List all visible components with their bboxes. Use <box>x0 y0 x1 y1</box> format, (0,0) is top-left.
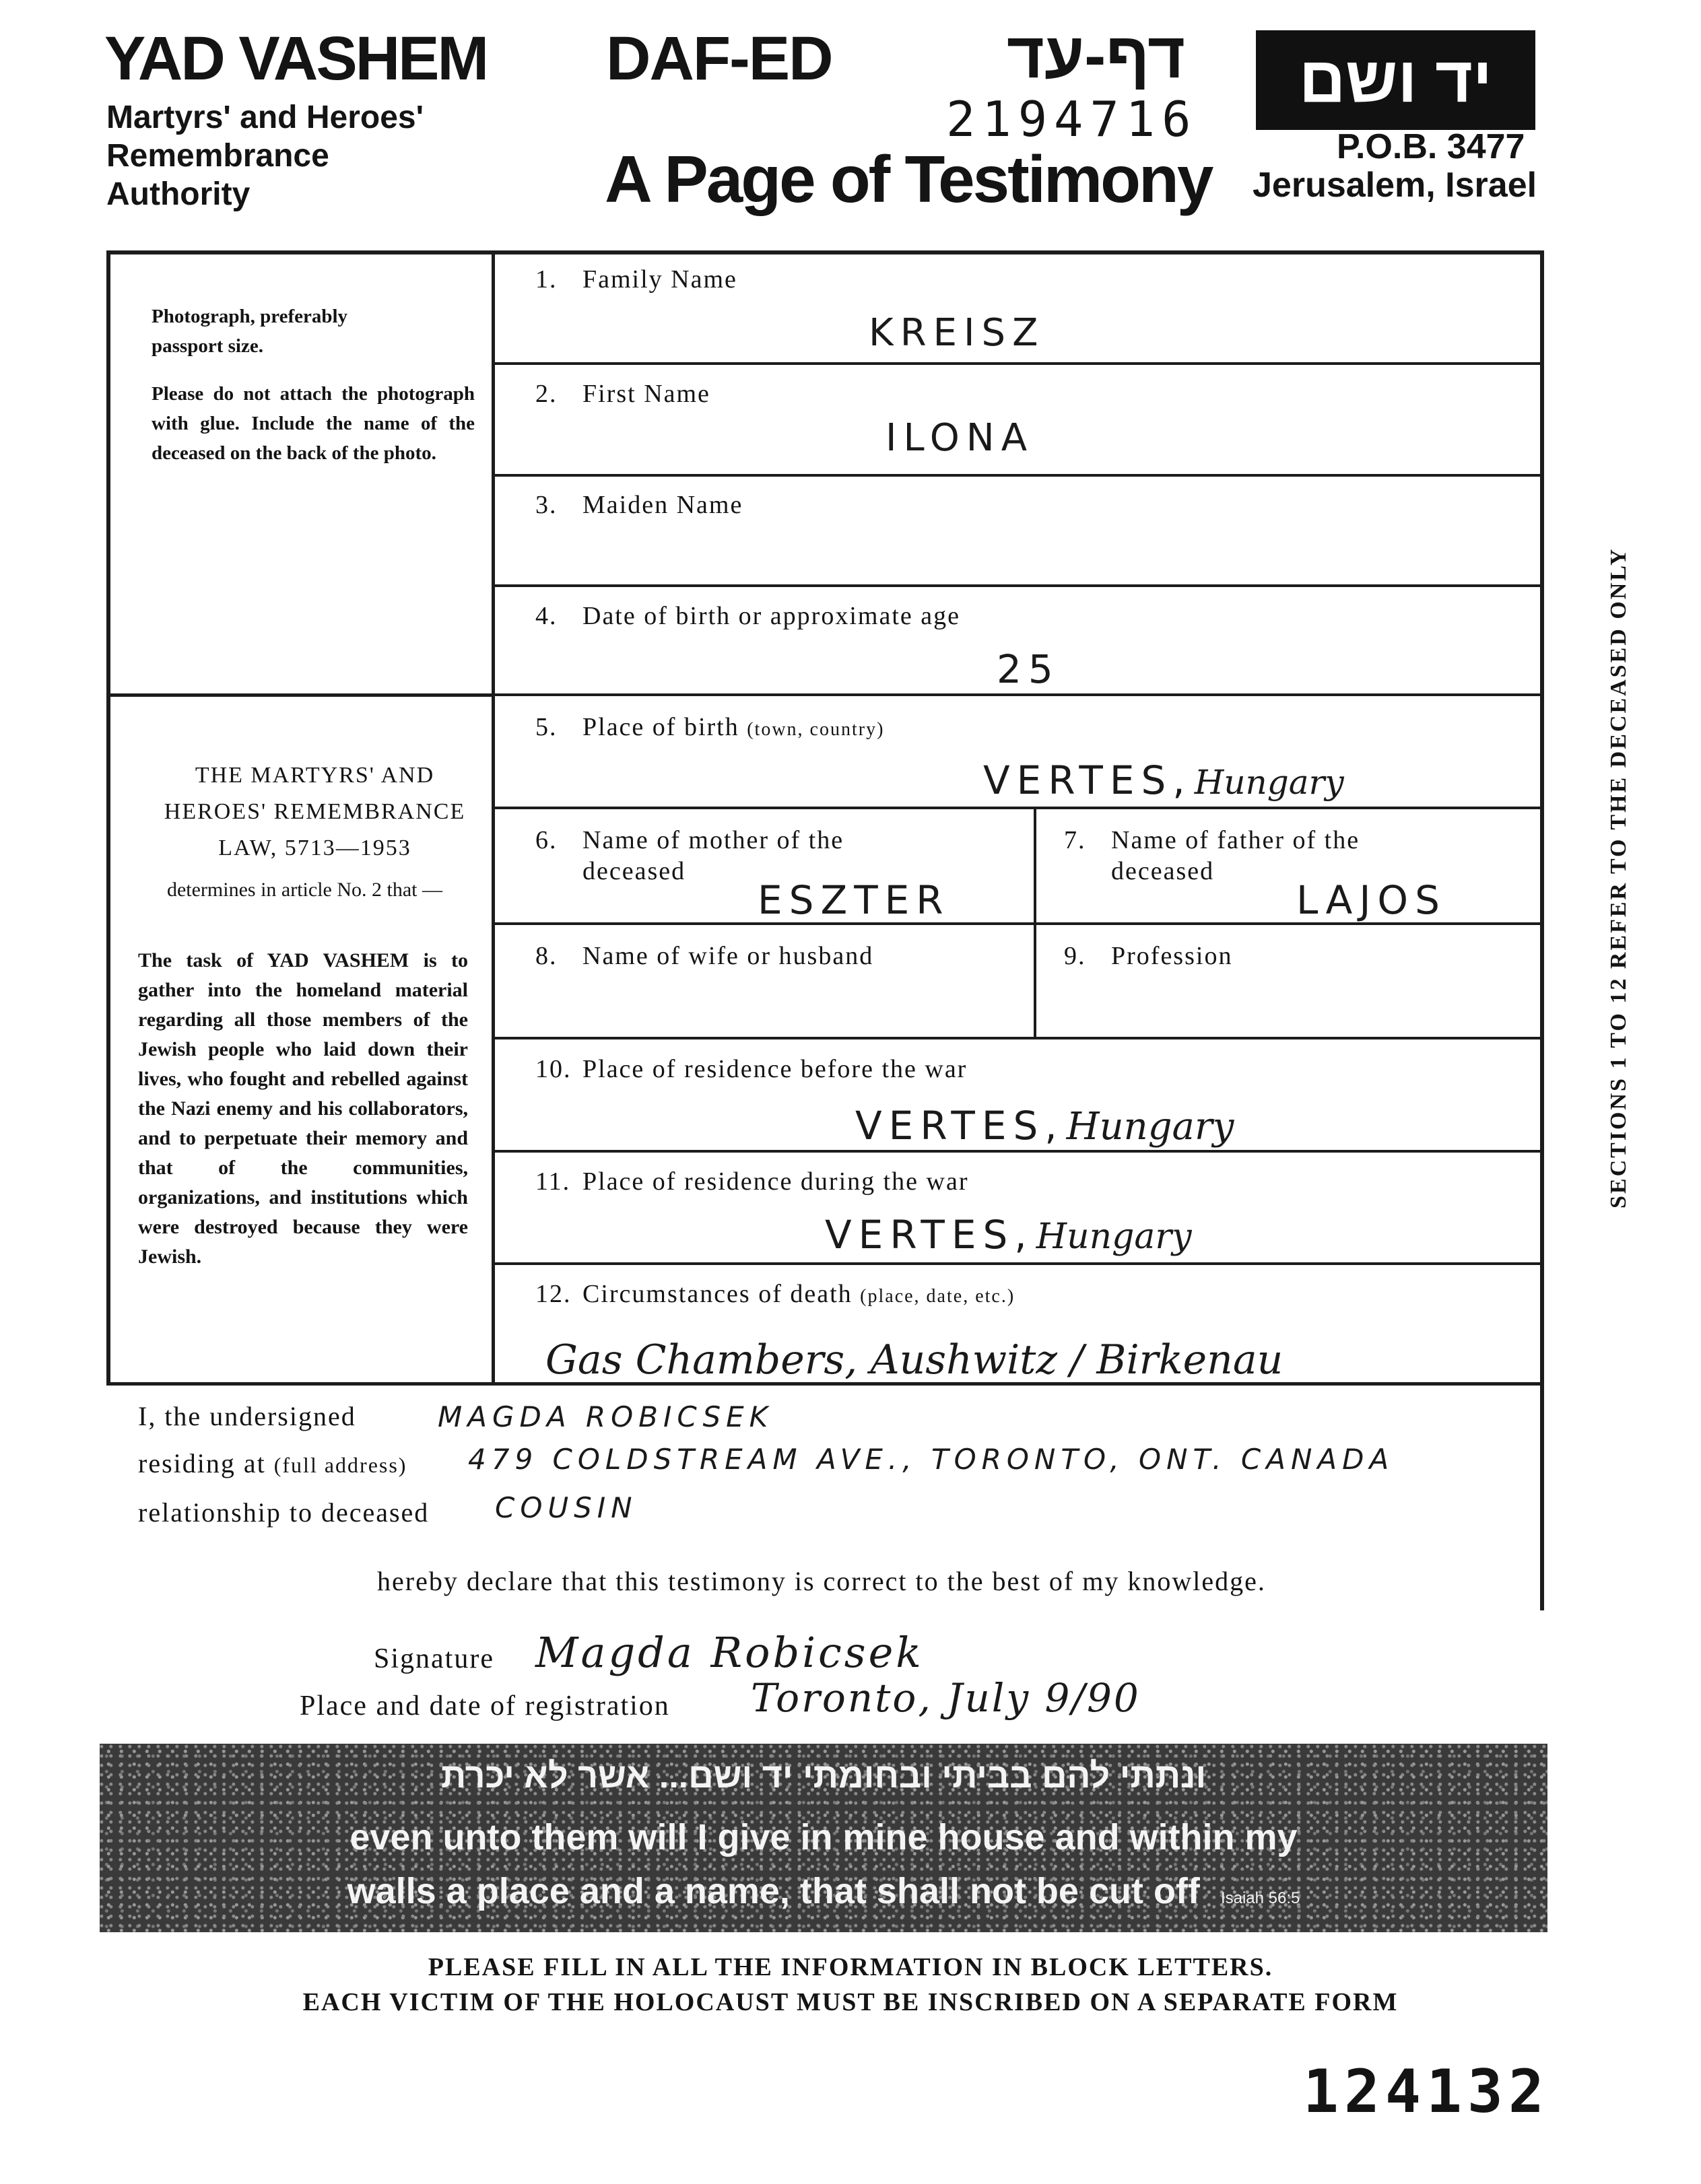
field-label-small: (place, date, etc.) <box>860 1286 1015 1307</box>
field-father-value[interactable]: LAJOS <box>1296 877 1446 923</box>
field-spouse-label <box>535 941 873 971</box>
field-value-block: VERTES <box>983 757 1173 803</box>
split-divider <box>1034 807 1036 1037</box>
field-value-script: Hungary <box>1036 1217 1192 1257</box>
left-box-divider <box>108 693 495 697</box>
banner-reference: Isaiah 56:5 <box>1220 1889 1300 1907</box>
field-first-name-label <box>535 379 710 409</box>
row-divider <box>495 362 1540 365</box>
hebrew-title: דף-עד <box>1007 20 1185 92</box>
stamp-number: 124132 <box>1303 2057 1549 2126</box>
residing-label <box>138 1447 407 1479</box>
field-birthplace-label <box>535 712 884 742</box>
banner-line-2 <box>100 1870 1547 1912</box>
field-residence-before-value[interactable] <box>855 1103 1234 1149</box>
relationship-label: relationship to deceased <box>138 1497 430 1528</box>
field-value-block: VERTES <box>855 1103 1045 1149</box>
field-label-text: Family Name <box>582 265 737 294</box>
field-label-text: First Name <box>582 380 710 408</box>
field-residence-during-value[interactable] <box>825 1212 1192 1258</box>
pob: P.O.B. 3477 <box>1337 127 1525 166</box>
org-subtitle-line: Martyrs' and Heroes' <box>106 100 424 135</box>
field-profession-label <box>1064 941 1232 971</box>
law-title: THE MARTYRS' AND HEROES' REMEMBRANCE LAW, 5713—1953 <box>164 763 466 860</box>
field-death-circumstances-value[interactable]: Gas Chambers, Aushwitz / Birkenau <box>545 1336 1283 1384</box>
footer-instruction-2: EACH VICTIM OF THE HOLOCAUST MUST BE INSCRIBED ON A SEPARATE FORM <box>302 1988 1399 2016</box>
field-number: 11. <box>535 1167 571 1196</box>
field-value-block: VERTES <box>825 1212 1015 1258</box>
field-label-text: Name of wife or husband <box>582 942 874 970</box>
field-number: 12. <box>535 1280 572 1308</box>
field-label-text: Name of mother of the deceased <box>582 826 844 885</box>
signature-label: Signature <box>374 1643 494 1674</box>
row-divider <box>495 693 1540 696</box>
org-subtitle <box>106 98 424 213</box>
field-number: 9. <box>1064 942 1086 970</box>
field-label-text: Maiden Name <box>582 491 743 519</box>
photo-instructions-size: Photograph, preferably passport size. <box>152 306 348 357</box>
field-birthplace-value[interactable] <box>983 757 1344 803</box>
field-death-circumstances-label <box>535 1279 1015 1309</box>
org-subtitle-line: Remembrance <box>106 138 329 174</box>
field-label-text: Name of father of the deceased <box>1111 826 1360 885</box>
row-divider <box>495 584 1540 587</box>
field-number: 1. <box>535 265 558 294</box>
field-family-name-label <box>535 265 737 294</box>
law-article: determines in article No. 2 that — <box>166 879 443 901</box>
field-birth-date-label <box>535 601 960 631</box>
field-first-name-value[interactable]: ILONA <box>886 416 1034 460</box>
field-birth-date-value[interactable]: 25 <box>997 646 1060 692</box>
banner-hebrew: ונתתי להם בביתי ובחומתי יד ושם... אשר לא יכרת <box>440 1756 1207 1796</box>
field-family-name-value[interactable]: KREISZ <box>869 311 1045 355</box>
field-residence-before-label <box>535 1054 967 1084</box>
undersigned-value[interactable]: MAGDA ROBICSEK <box>438 1400 774 1433</box>
row-divider <box>495 474 1540 477</box>
daf-ed-title: DAF-ED <box>606 24 832 93</box>
field-label-text: Place of residence before the war <box>582 1055 968 1083</box>
row-divider <box>495 1037 1540 1039</box>
row-divider <box>495 1262 1540 1265</box>
page-title: A Page of Testimony <box>605 142 1212 216</box>
field-number: 2. <box>535 380 558 408</box>
signature-value[interactable]: Magda Robicsek <box>535 1628 924 1677</box>
value-separator: , <box>1044 1103 1064 1149</box>
photo-instructions-glue: Please do not attach the photograph with glue. Include the name of the deceased on the back of the photo. <box>152 383 475 464</box>
field-number: 10. <box>535 1055 572 1083</box>
field-number: 3. <box>535 491 558 519</box>
logo-hebrew-text: יד ושם <box>1299 44 1492 116</box>
field-label-text: Place of residence during the war <box>582 1167 969 1196</box>
residing-label-small: (full address) <box>273 1453 407 1477</box>
place-date-value[interactable]: Toronto, July 9/90 <box>751 1675 1141 1721</box>
place-date-label: Place and date of registration <box>300 1691 670 1721</box>
field-label-text: Circumstances of death <box>582 1280 853 1308</box>
undersigned-label: I, the undersigned <box>138 1401 356 1431</box>
field-number: 8. <box>535 942 558 970</box>
field-number: 4. <box>535 602 558 630</box>
sections-side-note: SECTIONS 1 TO 12 REFER TO THE DECEASED ONLY <box>1606 547 1631 1208</box>
field-maiden-name-label <box>535 490 743 520</box>
city: Jerusalem, Israel <box>1253 166 1537 205</box>
field-label-text: Place of birth <box>582 713 739 741</box>
field-label-text: Profession <box>1111 942 1233 970</box>
footer-instruction-1: PLEASE FILL IN ALL THE INFORMATION IN BLOCK LETTERS. <box>428 1953 1273 1981</box>
banner-line-2-text: walls a place and a name, that shall not be cut off <box>347 1871 1200 1911</box>
relationship-value[interactable]: COUSIN <box>495 1491 638 1524</box>
yad-vashem-logo <box>1256 30 1535 130</box>
form-border-right <box>1540 250 1544 1610</box>
field-number: 6. <box>535 826 558 854</box>
org-name: YAD VASHEM <box>104 24 488 93</box>
banner-line-1: even unto them will I give in mine house and within my <box>349 1817 1298 1857</box>
form-border-left <box>106 250 110 1385</box>
column-divider <box>492 250 495 1385</box>
field-value-script: Hungary <box>1066 1105 1234 1149</box>
field-mother-value[interactable]: ESZTER <box>758 877 950 923</box>
isaiah-banner <box>100 1744 1547 1932</box>
field-residence-during-label <box>535 1167 969 1196</box>
field-number: 5. <box>535 713 558 741</box>
field-number: 7. <box>1064 826 1086 854</box>
value-separator: , <box>1172 757 1192 803</box>
residing-value[interactable]: 479 COLDSTREAM AVE., TORONTO, ONT. CANADA <box>468 1443 1395 1476</box>
form-border-top <box>108 250 1544 254</box>
law-body: The task of YAD VASHEM is to gather into the homeland material regarding all those members of the Jewish people who laid down their lives, who fought and rebelled against the Nazi enemy and his collaborators, and to perpetuate their memory and that of the communities, organizations, and institutions which were destroyed because they were Jewish. <box>138 949 468 1268</box>
field-label-small: (town, country) <box>747 719 885 740</box>
document-number: 2194716 <box>946 91 1198 147</box>
org-subtitle-line: Authority <box>106 176 251 212</box>
value-separator: , <box>1014 1212 1034 1258</box>
row-divider <box>495 807 1540 809</box>
residing-label-text: residing at <box>138 1448 266 1478</box>
field-label-text: Date of birth or approximate age <box>582 602 960 630</box>
declaration-text: hereby declare that this testimony is correct to the best of my knowledge. <box>377 1566 1266 1596</box>
row-divider <box>495 1150 1540 1153</box>
field-value-script: Hungary <box>1194 763 1344 802</box>
